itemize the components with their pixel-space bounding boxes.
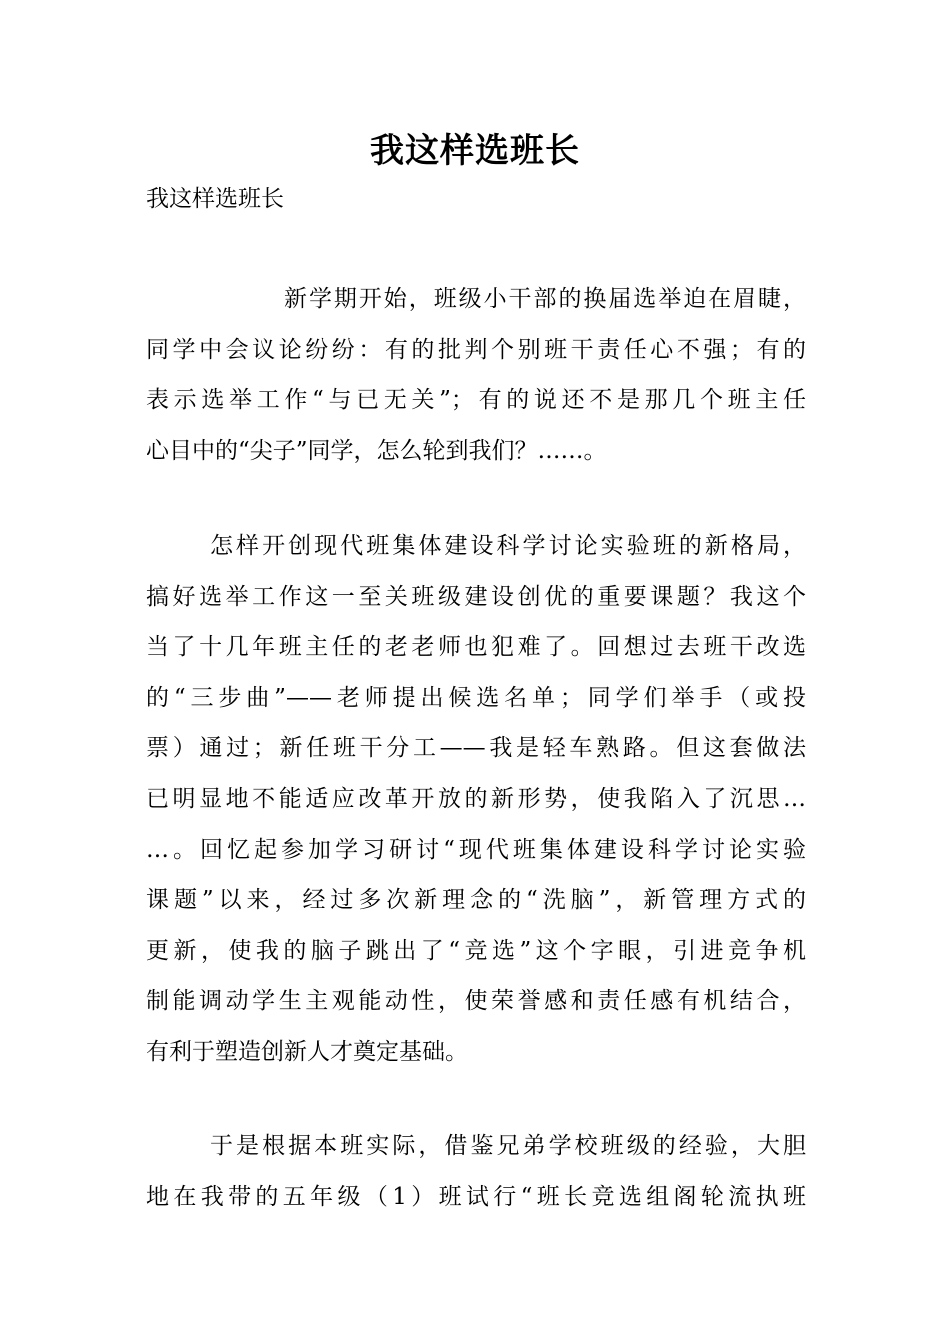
paragraph-line: 新学期开始，班级小干部的换届选举迫在眉睫，: [284, 286, 806, 312]
paragraph-line: 的“三步曲”——老师提出候选名单；同学们举手（或投: [146, 684, 806, 711]
paragraph-line: 同学中会议论纷纷：有的批判个别班干责任心不强；有的: [146, 336, 806, 363]
document-title: 我这样选班长: [370, 131, 580, 171]
paragraph-line: 搞好选举工作这一至关班级建设创优的重要课题？我这个: [146, 583, 806, 610]
paragraph-1: [146, 274, 806, 476]
paragraph-2: [146, 521, 806, 1078]
paragraph-line: …。回忆起参加学习研讨“现代班集体建设科学讨论实验: [146, 836, 806, 863]
paragraph-line: 制能调动学生主观能动性，使荣誉感和责任感有机结合，: [146, 988, 806, 1015]
paragraph-line: 有利于塑造创新人才奠定基础。: [146, 1038, 468, 1065]
paragraph-line: 已明显地不能适应改革开放的新形势，使我陷入了沉思…: [146, 785, 806, 812]
document-subtitle: 我这样选班长: [146, 186, 284, 212]
paragraph-line: 课题”以来，经过多次新理念的“洗脑”，新管理方式的: [146, 887, 806, 914]
paragraph-3: [146, 1121, 806, 1222]
paragraph-line: 地在我带的五年级（1）班试行“班长竞选组阁轮流执班: [146, 1183, 806, 1210]
paragraph-line: 当了十几年班主任的老老师也犯难了。回想过去班干改选: [146, 634, 806, 661]
paragraph-line: 表示选举工作“与已无关”；有的说还不是那几个班主任: [146, 387, 806, 414]
paragraph-line: 于是根据本班实际，借鉴兄弟学校班级的经验，大胆: [210, 1133, 806, 1159]
paragraph-line: 票）通过；新任班干分工——我是轻车熟路。但这套做法: [146, 735, 806, 762]
paragraph-line: 心目中的“尖子”同学，怎么轮到我们？……。: [146, 437, 607, 464]
paragraph-line: 怎样开创现代班集体建设科学讨论实验班的新格局，: [210, 533, 806, 559]
paragraph-line: 更新，使我的脑子跳出了“竞选”这个字眼，引进竞争机: [146, 937, 806, 964]
